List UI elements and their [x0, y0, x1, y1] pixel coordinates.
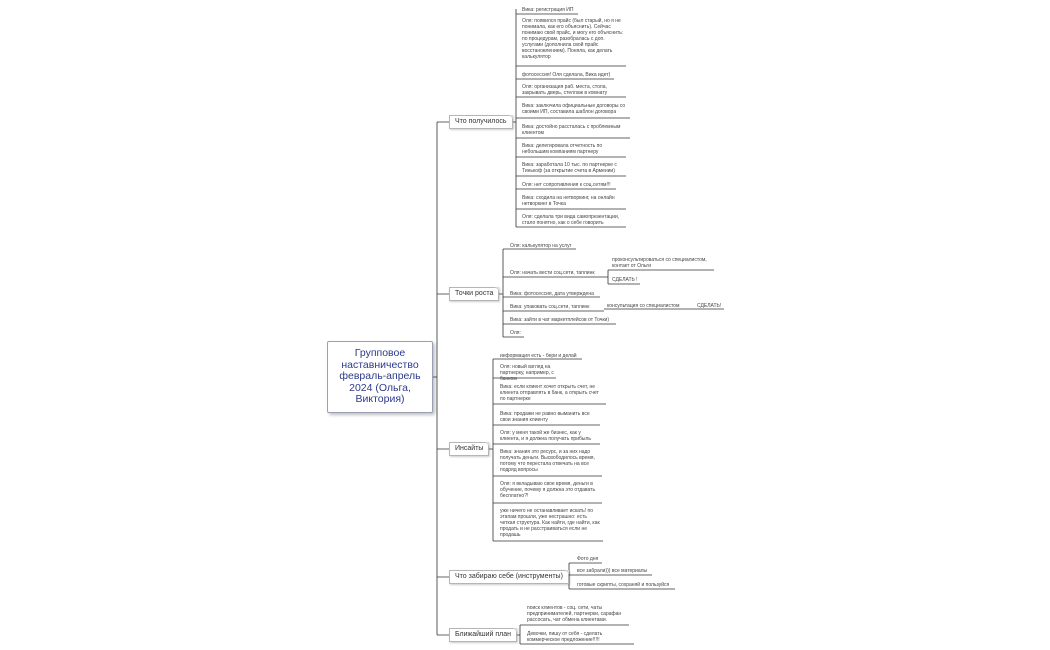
leaf-item[interactable]: Фото дня — [577, 556, 599, 562]
branch-what-worked[interactable] — [449, 115, 513, 129]
leaf-item[interactable]: Вика: если клиент хочет открыть счет, не клиента отправлять в банк, а открыть счет по партнерке — [500, 384, 599, 402]
note-corner-icon — [485, 442, 489, 446]
root-topic[interactable] — [327, 341, 433, 413]
leaf-item[interactable]: Оля: новый взгляд на партнерку, например, с банком — [500, 364, 554, 382]
leaf-item[interactable]: Оля: нет сопротивления к соц.сетям!!! — [522, 182, 611, 188]
sub-leaf-item[interactable]: СДЕЛАТЬ ! — [612, 277, 638, 283]
sub-leaf-item[interactable]: СДЕЛАТЬ! — [697, 303, 722, 309]
note-corner-icon — [565, 570, 569, 574]
branch-tools[interactable] — [449, 570, 569, 584]
leaf-item[interactable]: информация есть - бери и делай — [500, 353, 577, 359]
leaf-item[interactable]: Вика: сходила на нетворкинг, на онлайн нетворкинг в Точка — [522, 195, 615, 207]
leaf-item[interactable]: Оля: организация раб. места, стола, закрывать дверь, стеллаж в комнату — [522, 84, 608, 96]
leaf-item[interactable]: Вика: упаковать соц.сети, таплинк — [510, 304, 590, 310]
leaf-item[interactable]: Оля: начать вести соц.сети, таплинк — [510, 270, 595, 276]
leaf-item[interactable]: Вика: регистрация ИП — [522, 7, 574, 13]
sub-leaf-item[interactable]: консультация со специалистом — [607, 303, 680, 309]
leaf-item[interactable]: Оля: у меня такой же бизнес, как у клиента, и я должна получать прибыль — [500, 430, 591, 442]
branch-label: Ближайший план — [455, 631, 512, 638]
branch-label: Что забираю себе (инструменты) — [455, 573, 563, 580]
branch-label: Инсайты — [455, 445, 484, 452]
note-corner-icon — [509, 115, 513, 119]
note-corner-icon — [513, 628, 517, 632]
leaf-item[interactable]: Оля: появился прайс (был старый, но я не понимала, как его объяснить). Сейчас понимаю свой прайс, и могу его объяснить: по процедурам, разобралась с доп. услугами (дополнила свой прайс восстановлением). Поняла, как делать калькулятор — [522, 18, 624, 60]
leaf-item[interactable]: Вика: заработала 10 тыс. по партнерке с Тинькоф (за открытие счета в Армении) — [522, 162, 617, 174]
branch-label: Точки роста — [455, 290, 494, 297]
leaf-item[interactable]: поиск клиентов - соц. сети, чаты предпринимателей, партнерки, сарафан рассосать, чат обмена клиентами. — [527, 605, 622, 623]
leaf-item[interactable]: Оля: калькулятор на услуг — [510, 243, 572, 249]
branch-growth-points[interactable] — [449, 287, 499, 301]
leaf-item[interactable]: Вика: заключила официальные договоры со своими ИП, составила шаблон договора — [522, 103, 626, 115]
leaf-item[interactable]: Девочки, пишу от себя - сделать коммерческое предложение!!!!! — [527, 631, 603, 643]
leaf-item[interactable]: уже ничего не останавливает искать! по этапам прошли, уже нестрашно: есть четкая структура. Как найти, где найти, как продать и не расстраиваться если не продашь — [500, 508, 600, 538]
sub-leaf-item[interactable]: проконсультироваться со специалистом, контакт от Ольги — [612, 257, 707, 269]
root-title: Групповое наставничество февраль-апрель 2024 (Ольга, Виктория) — [339, 347, 421, 406]
branch-label: Что получилось — [455, 118, 507, 125]
leaf-item[interactable]: Вика: продажи не равно выманить все свои знания клиенту — [500, 411, 590, 423]
leaf-item[interactable]: фотосессия! Оля сделала, Вика идет) — [522, 72, 611, 78]
leaf-item[interactable]: готовые скрипты, сохраняй и пользуйся — [577, 582, 670, 588]
leaf-item[interactable]: Вика: фотосессия, дата утверждена — [510, 291, 594, 297]
note-corner-icon — [495, 287, 499, 291]
leaf-item[interactable]: Оля: — [510, 330, 521, 336]
branch-insights[interactable] — [449, 442, 489, 456]
branch-next-plan[interactable] — [449, 628, 517, 642]
leaf-item[interactable]: Оля: сделала три вида самопрезентации, стало понятно, как о себе говорить — [522, 214, 620, 226]
leaf-item[interactable]: Вика: зайти в чат маркетплейсов от Точки) — [510, 317, 609, 323]
leaf-item[interactable]: все забрали))) все материалы — [577, 568, 648, 574]
leaf-item[interactable]: Оля: я вкладываю свое время, деньги в обучение, почему я должна это отдавать бесплатно?! — [500, 481, 596, 499]
leaf-item[interactable]: Вика: знания это ресурс, и за них надо получать деньги. Высвободилось время, потому что перестала отвечать на все подряд вопросы — [500, 449, 595, 473]
leaf-item[interactable]: Вика: делегировала отчетность по небольшим компаниям партнеру — [522, 143, 603, 155]
leaf-item[interactable]: Вика: достойно рассталась с проблемным клиентом — [522, 124, 621, 136]
